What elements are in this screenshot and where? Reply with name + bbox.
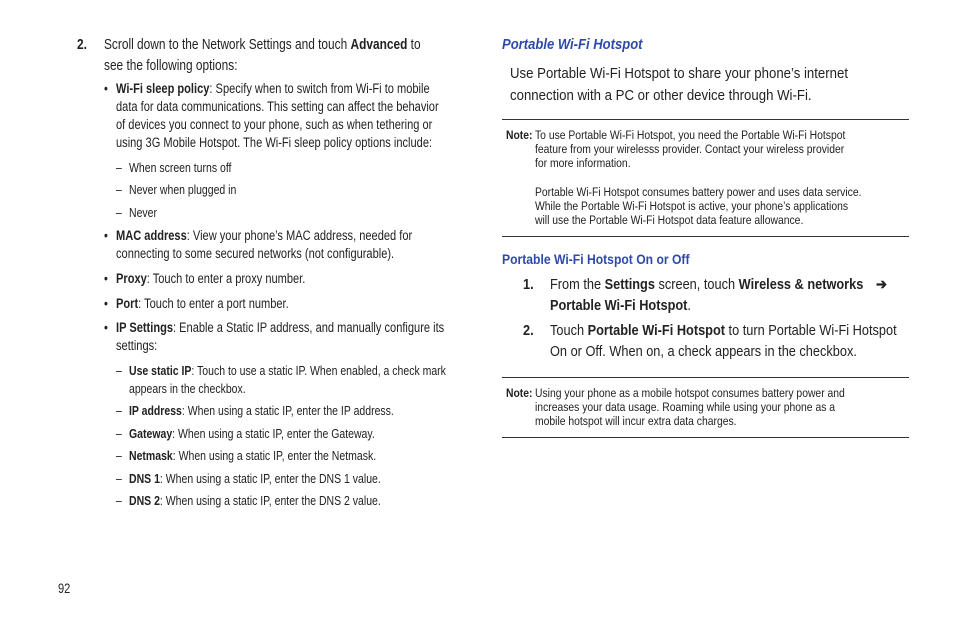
wifi-sleep-line-4: using 3G Mobile Hotspot. The Wi-Fi sleep policy options include: — [116, 135, 433, 150]
intro-line-1: Use Portable Wi-Fi Hotspot to share your phone’s internet — [510, 65, 848, 82]
step-2-number: 2. — [523, 323, 534, 339]
step-2-line-2: On or Off. When on, a check appears in the checkbox. — [550, 344, 857, 360]
dash: – — [116, 426, 122, 441]
bullet: • — [104, 228, 108, 243]
section-heading: Portable Wi-Fi Hotspot — [502, 37, 643, 53]
dash: – — [116, 160, 122, 175]
gateway-line: Gateway: When using a static IP, enter the Gateway. — [129, 426, 375, 441]
note-2-line-1: Using your phone as a mobile hotspot consumes battery power and — [535, 386, 845, 400]
static-ip-line-1: Use static IP: Touch to use a static IP. When enabled, a check mark — [129, 363, 446, 378]
netmask-line: Netmask: When using a static IP, enter the Netmask. — [129, 448, 377, 463]
option-plugged-in: Never when plugged in — [129, 182, 237, 197]
note-bottom-rule — [502, 236, 909, 237]
note-2-line-3: mobile hotspot will incur extra data charges. — [535, 414, 737, 428]
note-top-rule — [502, 119, 909, 120]
wifi-sleep-line-2: data for data communications. This setting can affect the behavior — [116, 99, 439, 114]
static-ip-line-2: appears in the checkbox. — [129, 381, 246, 396]
note-2-line-2: increases your data usage. Roaming while using your phone as a — [535, 400, 836, 414]
dash: – — [116, 363, 122, 378]
ip-settings-line-2: settings: — [116, 338, 158, 353]
step-2-line-2: see the following options: — [104, 58, 238, 74]
proxy-line: Proxy: Touch to enter a proxy number. — [116, 271, 306, 286]
note-1-line-1: To use Portable Wi-Fi Hotspot, you need the Portable Wi-Fi Hotspot — [535, 128, 846, 142]
ip-address-line: IP address: When using a static IP, enter the IP address. — [129, 403, 394, 418]
mac-line-2: connecting to some secured networks (not configurable). — [116, 246, 395, 261]
dash: – — [116, 182, 122, 197]
note-1-line-2: feature from your wirelesss provider. Contact your wireless provider — [535, 142, 845, 156]
bullet: • — [104, 81, 108, 96]
bullet: • — [104, 296, 108, 311]
step-1-number: 1. — [523, 277, 534, 293]
mac-line-1: MAC address: View your phone’s MAC address, needed for — [116, 228, 413, 243]
step-1-line-2: Portable Wi-Fi Hotspot. — [550, 298, 691, 314]
note-1-line-5: While the Portable Wi-Fi Hotspot is active, your phone’s applications — [535, 199, 849, 213]
page-number: 92 — [58, 581, 71, 596]
note-2-top-rule — [502, 377, 909, 378]
subheading: Portable Wi-Fi Hotspot On or Off — [502, 252, 690, 267]
dash: – — [116, 403, 122, 418]
port-line: Port: Touch to enter a port number. — [116, 296, 289, 311]
dash: – — [116, 493, 122, 508]
step-2-line-1: Touch Portable Wi-Fi Hotspot to turn Portable Wi-Fi Hotspot — [550, 323, 897, 339]
note-2-bottom-rule — [502, 437, 909, 438]
intro-line-2: connection with a PC or other device through Wi-Fi. — [510, 87, 812, 104]
step-2-line-1: Scroll down to the Network Settings and touch Advanced to — [104, 37, 421, 53]
dns1-line: DNS 1: When using a static IP, enter the DNS 1 value. — [129, 471, 381, 486]
dash: – — [116, 471, 122, 486]
step-2-number: 2. — [77, 37, 87, 53]
arrow-icon: ➔ — [876, 277, 887, 293]
wifi-sleep-line-1: Wi-Fi sleep policy: Specify when to switch from Wi-Fi to mobile — [116, 81, 430, 96]
bullet: • — [104, 271, 108, 286]
ip-settings-line-1: IP Settings: Enable a Static IP address, and manually configure its — [116, 320, 445, 335]
dns2-line: DNS 2: When using a static IP, enter the DNS 2 value. — [129, 493, 381, 508]
note-1-line-3: for more information. — [535, 156, 631, 170]
step-1-line-1: From the Settings screen, touch Wireless & networks — [550, 277, 864, 293]
bullet: • — [104, 320, 108, 335]
option-screen-off: When screen turns off — [129, 160, 232, 175]
dash: – — [116, 448, 122, 463]
wifi-sleep-line-3: of devices you connect to your phone, such as when tethering or — [116, 117, 433, 132]
note-1-line-6: will use the Portable Wi-Fi Hotspot data feature allowance. — [535, 213, 804, 227]
dash: – — [116, 205, 122, 220]
option-never: Never — [129, 205, 157, 220]
note-1-line-4: Portable Wi-Fi Hotspot consumes battery power and uses data service. — [535, 185, 862, 199]
note-label: Note: — [506, 128, 533, 142]
note-2-label: Note: — [506, 386, 533, 400]
